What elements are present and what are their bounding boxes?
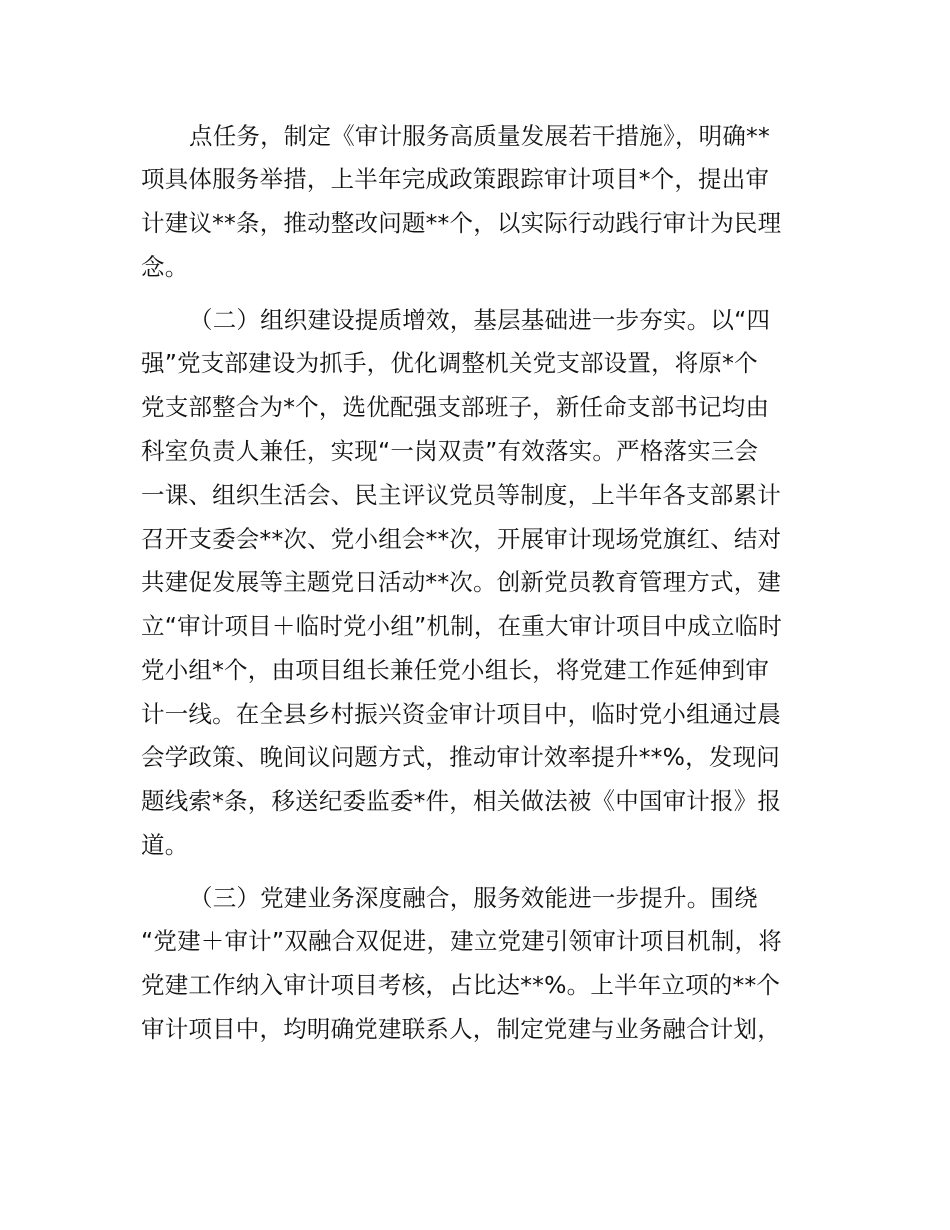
- text-line: 计建议**条，推动整改问题**个，以实际行动践行审计为民理: [141, 209, 782, 237]
- text-line: 道。: [141, 831, 189, 859]
- text-line: 共建促发展等主题党日活动**次。创新党员教育管理方式，建: [141, 568, 782, 596]
- text-line: 一课、组织生活会、民主评议党员等制度，上半年各支部累计: [141, 481, 781, 509]
- text-line: “党建＋审计”双融合双促进，建立党建引领审计项目机制，将: [141, 927, 782, 955]
- text-line: 党支部整合为*个，选优配强支部班子，新任命支部书记均由: [141, 393, 770, 421]
- text-line: 点任务，制定《审计服务高质量发展若干措施》，明确**: [189, 122, 770, 150]
- text-line: （二）组织建设提质增效，基层基础进一步夯实。以“四: [189, 306, 771, 334]
- text-line: 题线索*条，移送纪委监委*件，相关做法被《中国审计报》报: [141, 787, 782, 815]
- text-line: 项具体服务举措，上半年完成政策跟踪审计项目*个，提出审: [141, 165, 770, 193]
- text-line: 审计项目中，均明确党建联系人，制定党建与业务融合计划，: [141, 1015, 781, 1043]
- text-line: 党建工作纳入审计项目考核，占比达**%。上半年立项的**个: [141, 971, 781, 999]
- text-line: 会学政策、晚间议问题方式，推动审计效率提升**%，发现问: [141, 743, 780, 771]
- text-line: 念。: [141, 253, 189, 281]
- text-line: 科室负责人兼任，实现“一岗双责”有效落实。严格落实三会: [141, 437, 759, 465]
- text-line: 召开支委会**次、党小组会**次，开展审计现场党旗红、结对: [141, 525, 782, 553]
- text-line: 立“审计项目＋临时党小组”机制，在重大审计项目中成立临时: [141, 612, 782, 640]
- text-line: 党小组*个，由项目组长兼任党小组长，将党建工作延伸到审: [141, 656, 770, 684]
- text-line: （三）党建业务深度融合，服务效能进一步提升。围绕: [189, 884, 758, 912]
- text-line: 强”党支部建设为抓手，优化调整机关党支部设置，将原*个: [141, 349, 758, 377]
- text-line: 计一线。在全县乡村振兴资金审计项目中，临时党小组通过晨: [141, 700, 781, 728]
